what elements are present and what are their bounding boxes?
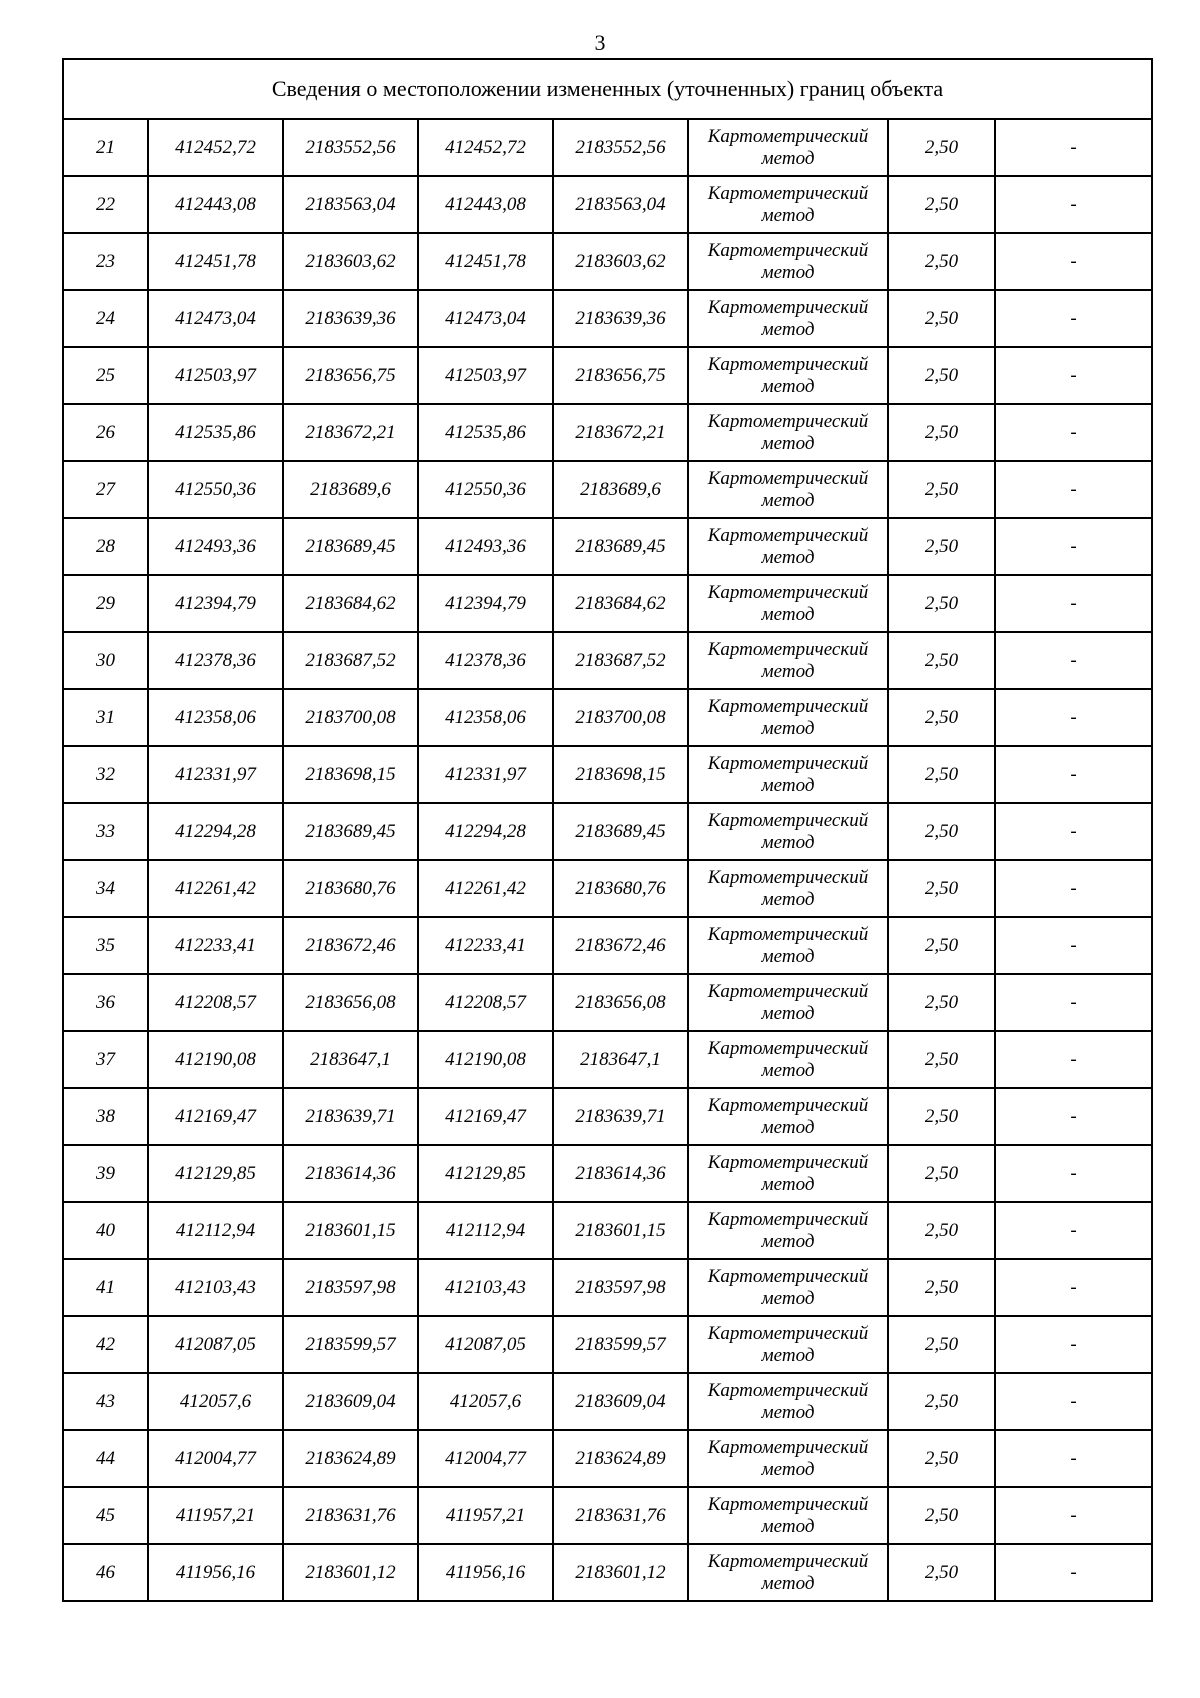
method-line-2: метод: [761, 204, 815, 226]
method-line-2: метод: [761, 1515, 815, 1537]
method-line-2: метод: [761, 147, 815, 169]
method-cell: [688, 404, 888, 461]
method-cell: [688, 347, 888, 404]
refined-x-cell: 412208,57: [418, 974, 553, 1031]
accuracy-cell: 2,50: [888, 803, 995, 860]
method-line-2: метод: [761, 489, 815, 511]
note-cell: -: [995, 974, 1152, 1031]
refined-y-cell: 2183698,15: [553, 746, 688, 803]
note-cell: -: [995, 632, 1152, 689]
page-number: 3: [594, 30, 606, 55]
method-line-1: Картометрический: [707, 182, 869, 204]
refined-x-cell: 412493,36: [418, 518, 553, 575]
boundary-coordinates-table: [62, 58, 1153, 1602]
table-row: [63, 974, 1152, 1031]
table-row: [63, 176, 1152, 233]
existing-y-cell: 2183647,1: [283, 1031, 418, 1088]
accuracy-cell: 2,50: [888, 1031, 995, 1088]
note-cell: -: [995, 1316, 1152, 1373]
refined-y-cell: 2183599,57: [553, 1316, 688, 1373]
existing-x-cell: 412550,36: [148, 461, 283, 518]
accuracy-cell: 2,50: [888, 119, 995, 176]
refined-x-cell: 412503,97: [418, 347, 553, 404]
point-number-cell: 42: [63, 1316, 148, 1373]
note-cell: -: [995, 119, 1152, 176]
method-cell: [688, 803, 888, 860]
method-cell: [688, 290, 888, 347]
method-line-1: Картометрический: [707, 125, 869, 147]
refined-x-cell: 411956,16: [418, 1544, 553, 1601]
refined-x-cell: 412535,86: [418, 404, 553, 461]
refined-y-cell: 2183672,46: [553, 917, 688, 974]
point-number-cell: 36: [63, 974, 148, 1031]
refined-y-cell: 2183603,62: [553, 233, 688, 290]
point-number-cell: 29: [63, 575, 148, 632]
accuracy-cell: 2,50: [888, 461, 995, 518]
refined-y-cell: 2183689,45: [553, 518, 688, 575]
method-line-2: метод: [761, 1059, 815, 1081]
method-line-2: метод: [761, 261, 815, 283]
existing-x-cell: 412451,78: [148, 233, 283, 290]
existing-y-cell: 2183603,62: [283, 233, 418, 290]
existing-x-cell: 412261,42: [148, 860, 283, 917]
existing-x-cell: 412294,28: [148, 803, 283, 860]
point-number-cell: 43: [63, 1373, 148, 1430]
method-line-1: Картометрический: [707, 410, 869, 432]
accuracy-cell: 2,50: [888, 1430, 995, 1487]
point-number-cell: 45: [63, 1487, 148, 1544]
method-line-2: метод: [761, 375, 815, 397]
method-cell: [688, 746, 888, 803]
note-cell: -: [995, 1373, 1152, 1430]
existing-x-cell: 412535,86: [148, 404, 283, 461]
refined-y-cell: 2183597,98: [553, 1259, 688, 1316]
accuracy-cell: 2,50: [888, 1487, 995, 1544]
method-line-2: метод: [761, 318, 815, 340]
method-line-1: Картометрический: [707, 866, 869, 888]
refined-y-cell: 2183647,1: [553, 1031, 688, 1088]
method-cell: [688, 1031, 888, 1088]
existing-y-cell: 2183601,15: [283, 1202, 418, 1259]
point-number-cell: 39: [63, 1145, 148, 1202]
existing-y-cell: 2183684,62: [283, 575, 418, 632]
accuracy-cell: 2,50: [888, 404, 995, 461]
existing-x-cell: 412452,72: [148, 119, 283, 176]
point-number-cell: 26: [63, 404, 148, 461]
existing-x-cell: 412112,94: [148, 1202, 283, 1259]
existing-y-cell: 2183680,76: [283, 860, 418, 917]
method-cell: [688, 689, 888, 746]
note-cell: -: [995, 1430, 1152, 1487]
method-line-2: метод: [761, 603, 815, 625]
existing-x-cell: 412503,97: [148, 347, 283, 404]
point-number-cell: 32: [63, 746, 148, 803]
refined-y-cell: 2183609,04: [553, 1373, 688, 1430]
method-cell: [688, 1430, 888, 1487]
existing-y-cell: 2183601,12: [283, 1544, 418, 1601]
existing-x-cell: 412331,97: [148, 746, 283, 803]
note-cell: -: [995, 290, 1152, 347]
refined-y-cell: 2183639,71: [553, 1088, 688, 1145]
existing-y-cell: 2183614,36: [283, 1145, 418, 1202]
point-number-cell: 22: [63, 176, 148, 233]
refined-y-cell: 2183689,6: [553, 461, 688, 518]
existing-y-cell: 2183631,76: [283, 1487, 418, 1544]
note-cell: -: [995, 1544, 1152, 1601]
existing-y-cell: 2183689,45: [283, 803, 418, 860]
existing-x-cell: 412169,47: [148, 1088, 283, 1145]
table-row: [63, 461, 1152, 518]
note-cell: -: [995, 1202, 1152, 1259]
point-number-cell: 33: [63, 803, 148, 860]
existing-x-cell: 412004,77: [148, 1430, 283, 1487]
table-row: [63, 233, 1152, 290]
point-number-cell: 41: [63, 1259, 148, 1316]
point-number-cell: 28: [63, 518, 148, 575]
existing-x-cell: 411957,21: [148, 1487, 283, 1544]
accuracy-cell: 2,50: [888, 1145, 995, 1202]
method-cell: [688, 176, 888, 233]
refined-y-cell: 2183656,75: [553, 347, 688, 404]
method-line-1: Картометрический: [707, 467, 869, 489]
existing-y-cell: 2183689,6: [283, 461, 418, 518]
refined-x-cell: 411957,21: [418, 1487, 553, 1544]
method-cell: [688, 1316, 888, 1373]
method-cell: [688, 1487, 888, 1544]
point-number-cell: 40: [63, 1202, 148, 1259]
accuracy-cell: 2,50: [888, 347, 995, 404]
method-line-2: метод: [761, 717, 815, 739]
table-row: [63, 347, 1152, 404]
note-cell: -: [995, 404, 1152, 461]
existing-y-cell: 2183563,04: [283, 176, 418, 233]
table-row: [63, 1145, 1152, 1202]
refined-x-cell: 412452,72: [418, 119, 553, 176]
table-row: [63, 1487, 1152, 1544]
refined-x-cell: 412261,42: [418, 860, 553, 917]
method-line-2: метод: [761, 1572, 815, 1594]
table-row: [63, 689, 1152, 746]
method-cell: [688, 632, 888, 689]
method-line-1: Картометрический: [707, 239, 869, 261]
refined-x-cell: 412378,36: [418, 632, 553, 689]
existing-y-cell: 2183639,71: [283, 1088, 418, 1145]
method-cell: [688, 233, 888, 290]
refined-y-cell: 2183684,62: [553, 575, 688, 632]
table-row: [63, 746, 1152, 803]
accuracy-cell: 2,50: [888, 1544, 995, 1601]
method-line-2: метод: [761, 1287, 815, 1309]
existing-y-cell: 2183597,98: [283, 1259, 418, 1316]
method-line-1: Картометрический: [707, 296, 869, 318]
point-number-cell: 35: [63, 917, 148, 974]
method-cell: [688, 974, 888, 1031]
note-cell: -: [995, 803, 1152, 860]
note-cell: -: [995, 1088, 1152, 1145]
point-number-cell: 25: [63, 347, 148, 404]
existing-x-cell: 412378,36: [148, 632, 283, 689]
refined-x-cell: 412112,94: [418, 1202, 553, 1259]
method-cell: [688, 1145, 888, 1202]
accuracy-cell: 2,50: [888, 917, 995, 974]
table-row: [63, 1316, 1152, 1373]
refined-y-cell: 2183614,36: [553, 1145, 688, 1202]
accuracy-cell: 2,50: [888, 1373, 995, 1430]
refined-x-cell: 412294,28: [418, 803, 553, 860]
method-line-2: метод: [761, 1344, 815, 1366]
table-row: [63, 518, 1152, 575]
refined-x-cell: 412169,47: [418, 1088, 553, 1145]
existing-y-cell: 2183698,15: [283, 746, 418, 803]
method-line-2: метод: [761, 1173, 815, 1195]
note-cell: -: [995, 917, 1152, 974]
existing-x-cell: 412394,79: [148, 575, 283, 632]
note-cell: -: [995, 233, 1152, 290]
existing-y-cell: 2183687,52: [283, 632, 418, 689]
refined-x-cell: 412550,36: [418, 461, 553, 518]
method-line-1: Картометрический: [707, 581, 869, 603]
table-title-row: [63, 59, 1152, 119]
method-cell: [688, 1544, 888, 1601]
table-row: [63, 1373, 1152, 1430]
refined-y-cell: 2183631,76: [553, 1487, 688, 1544]
note-cell: -: [995, 347, 1152, 404]
point-number-cell: 27: [63, 461, 148, 518]
point-number-cell: 24: [63, 290, 148, 347]
refined-y-cell: 2183601,12: [553, 1544, 688, 1601]
table-row: [63, 1259, 1152, 1316]
method-line-1: Картометрический: [707, 809, 869, 831]
refined-x-cell: 412394,79: [418, 575, 553, 632]
note-cell: -: [995, 176, 1152, 233]
note-cell: -: [995, 860, 1152, 917]
refined-x-cell: 412103,43: [418, 1259, 553, 1316]
point-number-cell: 31: [63, 689, 148, 746]
table-row: [63, 1088, 1152, 1145]
point-number-cell: 44: [63, 1430, 148, 1487]
accuracy-cell: 2,50: [888, 290, 995, 347]
point-number-cell: 30: [63, 632, 148, 689]
table-row: [63, 575, 1152, 632]
table-row: [63, 119, 1152, 176]
table-row: [63, 860, 1152, 917]
method-line-2: метод: [761, 546, 815, 568]
note-cell: -: [995, 1487, 1152, 1544]
method-cell: [688, 1259, 888, 1316]
accuracy-cell: 2,50: [888, 746, 995, 803]
existing-y-cell: 2183624,89: [283, 1430, 418, 1487]
note-cell: -: [995, 461, 1152, 518]
note-cell: -: [995, 1145, 1152, 1202]
existing-x-cell: 412190,08: [148, 1031, 283, 1088]
existing-y-cell: 2183609,04: [283, 1373, 418, 1430]
method-cell: [688, 1373, 888, 1430]
method-line-2: метод: [761, 831, 815, 853]
refined-x-cell: 412087,05: [418, 1316, 553, 1373]
method-line-2: метод: [761, 660, 815, 682]
refined-y-cell: 2183687,52: [553, 632, 688, 689]
method-line-1: Картометрический: [707, 1322, 869, 1344]
table-row: [63, 1544, 1152, 1601]
table-row: [63, 917, 1152, 974]
existing-y-cell: 2183689,45: [283, 518, 418, 575]
refined-y-cell: 2183601,15: [553, 1202, 688, 1259]
table-row: [63, 1202, 1152, 1259]
method-line-2: метод: [761, 1401, 815, 1423]
existing-y-cell: 2183656,75: [283, 347, 418, 404]
refined-y-cell: 2183672,21: [553, 404, 688, 461]
accuracy-cell: 2,50: [888, 689, 995, 746]
existing-x-cell: 412473,04: [148, 290, 283, 347]
refined-x-cell: 412358,06: [418, 689, 553, 746]
refined-x-cell: 412129,85: [418, 1145, 553, 1202]
method-cell: [688, 1202, 888, 1259]
method-line-2: метод: [761, 1002, 815, 1024]
method-line-2: метод: [761, 432, 815, 454]
point-number-cell: 23: [63, 233, 148, 290]
method-line-1: Картометрический: [707, 980, 869, 1002]
point-number-cell: 37: [63, 1031, 148, 1088]
method-line-2: метод: [761, 945, 815, 967]
refined-y-cell: 2183700,08: [553, 689, 688, 746]
method-line-1: Картометрический: [707, 353, 869, 375]
refined-x-cell: 412331,97: [418, 746, 553, 803]
existing-x-cell: 412233,41: [148, 917, 283, 974]
point-number-cell: 34: [63, 860, 148, 917]
refined-x-cell: 412057,6: [418, 1373, 553, 1430]
method-line-1: Картометрический: [707, 923, 869, 945]
existing-x-cell: 412129,85: [148, 1145, 283, 1202]
existing-y-cell: 2183672,46: [283, 917, 418, 974]
method-line-1: Картометрический: [707, 1379, 869, 1401]
existing-y-cell: 2183672,21: [283, 404, 418, 461]
refined-x-cell: 412443,08: [418, 176, 553, 233]
note-cell: -: [995, 689, 1152, 746]
method-line-1: Картометрический: [707, 1265, 869, 1287]
point-number-cell: 38: [63, 1088, 148, 1145]
note-cell: -: [995, 1031, 1152, 1088]
existing-y-cell: 2183639,36: [283, 290, 418, 347]
existing-x-cell: 412103,43: [148, 1259, 283, 1316]
note-cell: -: [995, 575, 1152, 632]
note-cell: -: [995, 746, 1152, 803]
method-cell: [688, 461, 888, 518]
method-line-2: метод: [761, 1116, 815, 1138]
table-row: [63, 1031, 1152, 1088]
method-cell: [688, 575, 888, 632]
method-line-2: метод: [761, 888, 815, 910]
table-row: [63, 632, 1152, 689]
table-row: [63, 803, 1152, 860]
method-cell: [688, 1088, 888, 1145]
accuracy-cell: 2,50: [888, 974, 995, 1031]
refined-y-cell: 2183689,45: [553, 803, 688, 860]
accuracy-cell: 2,50: [888, 233, 995, 290]
note-cell: -: [995, 1259, 1152, 1316]
existing-y-cell: 2183552,56: [283, 119, 418, 176]
method-line-1: Картометрический: [707, 1208, 869, 1230]
method-cell: [688, 119, 888, 176]
accuracy-cell: 2,50: [888, 1259, 995, 1316]
method-line-1: Картометрический: [707, 1151, 869, 1173]
table-row: [63, 290, 1152, 347]
table-body: [63, 59, 1152, 1601]
refined-x-cell: 412233,41: [418, 917, 553, 974]
method-line-2: метод: [761, 774, 815, 796]
refined-x-cell: 412473,04: [418, 290, 553, 347]
table-row: [63, 404, 1152, 461]
accuracy-cell: 2,50: [888, 518, 995, 575]
refined-y-cell: 2183552,56: [553, 119, 688, 176]
note-cell: -: [995, 518, 1152, 575]
method-cell: [688, 860, 888, 917]
existing-y-cell: 2183599,57: [283, 1316, 418, 1373]
method-line-1: Картометрический: [707, 1037, 869, 1059]
method-line-1: Картометрический: [707, 1493, 869, 1515]
refined-y-cell: 2183639,36: [553, 290, 688, 347]
accuracy-cell: 2,50: [888, 1316, 995, 1373]
existing-y-cell: 2183656,08: [283, 974, 418, 1031]
table-title: Сведения о местоположении измененных (уточненных) границ объекта: [63, 59, 1152, 119]
refined-y-cell: 2183563,04: [553, 176, 688, 233]
refined-y-cell: 2183680,76: [553, 860, 688, 917]
accuracy-cell: 2,50: [888, 860, 995, 917]
existing-x-cell: 412057,6: [148, 1373, 283, 1430]
method-line-1: Картометрический: [707, 1436, 869, 1458]
accuracy-cell: 2,50: [888, 575, 995, 632]
method-line-2: метод: [761, 1230, 815, 1252]
existing-x-cell: 412493,36: [148, 518, 283, 575]
accuracy-cell: 2,50: [888, 1088, 995, 1145]
point-number-cell: 46: [63, 1544, 148, 1601]
accuracy-cell: 2,50: [888, 176, 995, 233]
existing-x-cell: 412443,08: [148, 176, 283, 233]
existing-x-cell: 412087,05: [148, 1316, 283, 1373]
method-line-1: Картометрический: [707, 1550, 869, 1572]
method-line-1: Картометрический: [707, 524, 869, 546]
refined-x-cell: 412190,08: [418, 1031, 553, 1088]
accuracy-cell: 2,50: [888, 1202, 995, 1259]
method-line-1: Картометрический: [707, 638, 869, 660]
refined-y-cell: 2183624,89: [553, 1430, 688, 1487]
refined-x-cell: 412004,77: [418, 1430, 553, 1487]
method-line-1: Картометрический: [707, 1094, 869, 1116]
existing-x-cell: 412358,06: [148, 689, 283, 746]
existing-y-cell: 2183700,08: [283, 689, 418, 746]
method-cell: [688, 518, 888, 575]
method-line-1: Картометрический: [707, 695, 869, 717]
method-line-1: Картометрический: [707, 752, 869, 774]
table-row: [63, 1430, 1152, 1487]
refined-y-cell: 2183656,08: [553, 974, 688, 1031]
method-line-2: метод: [761, 1458, 815, 1480]
existing-x-cell: 411956,16: [148, 1544, 283, 1601]
method-cell: [688, 917, 888, 974]
point-number-cell: 21: [63, 119, 148, 176]
refined-x-cell: 412451,78: [418, 233, 553, 290]
accuracy-cell: 2,50: [888, 632, 995, 689]
existing-x-cell: 412208,57: [148, 974, 283, 1031]
